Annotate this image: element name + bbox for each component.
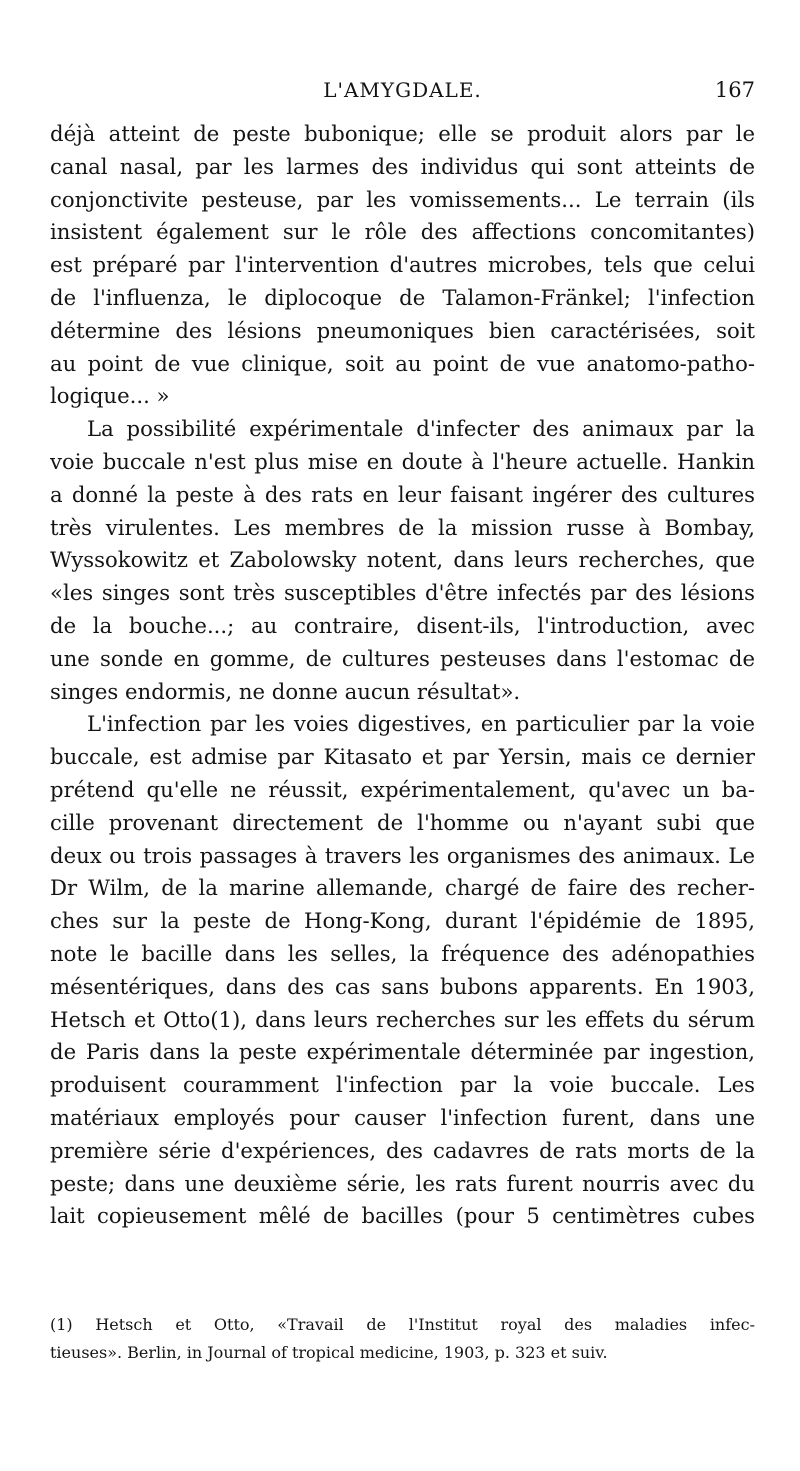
text-line: très virulentes. Les membres de la mission russe à Bombay, (50, 514, 755, 540)
text-line: deux ou trois passages à travers les organismes des animaux. Le (50, 842, 755, 868)
text-line: produisent couramment l'infection par la voie buccale. Les (50, 1072, 755, 1098)
text-line: «les singes sont très susceptibles d'être infectés par des lésions (50, 580, 755, 606)
text-line: singes endormis, ne donne aucun résultat». (50, 678, 521, 704)
text-line: Hetsch et Otto(1), dans leurs recherches sur les effets du sérum (50, 1006, 755, 1032)
text-line: lait copieusement mêlé de bacilles (pour 5 centimètres cubes (50, 1203, 755, 1229)
text-line: déjà atteint de peste bubonique; elle se produit alors par le (50, 121, 755, 146)
text-line: logique... » (50, 383, 170, 409)
text-line: voie buccale n'est plus mise en doute à l'heure actuelle. Hankin (50, 448, 755, 474)
text-line: cille provenant directement de l'homme ou n'ayant subi que (50, 809, 755, 835)
text-line: de Paris dans la peste expérimentale déterminée par ingestion, (50, 1039, 755, 1065)
footnote-line: tieuses». Berlin, in Journal of tropical medicine, 1903, p. 323 et suiv. (50, 1343, 608, 1362)
text-line: une sonde en gomme, de cultures pesteuses dans l'estomac de (50, 645, 755, 671)
footnote (50, 1311, 755, 1367)
text-line: buccale, est admise par Kitasato et par Yersin, mais ce dernier (50, 744, 755, 770)
running-header (50, 78, 755, 118)
text-line: Dr Wilm, de la marine allemande, chargé de faire des recher- (50, 875, 755, 901)
text-line: Wyssokowitz et Zabolowsky notent, dans leurs recherches, que (50, 547, 755, 573)
text-line: insistent également sur le rôle des affections concomitantes) (50, 219, 755, 245)
text-line: a donné la peste à des rats en leur faisant ingérer des cultures (50, 481, 755, 507)
text-line: au point de vue clinique, soit au point de vue anatomo-patho- (50, 350, 755, 376)
text-line: note le bacille dans les selles, la fréquence des adénopathies (50, 940, 755, 966)
footnote-line: (1) Hetsch et Otto, «Travail de l'Institut royal des maladies infec- (50, 1315, 755, 1334)
text-line: conjonctivite pesteuse, par les vomissements... Le terrain (ils (50, 186, 755, 212)
text-line: La possibilité expérimentale d'infecter des animaux par la (87, 416, 755, 442)
text-line: peste; dans une deuxième série, les rats furent nourris avec du (50, 1170, 755, 1196)
text-line: canal nasal, par les larmes des individus qui sont atteints de (50, 153, 755, 179)
text-line: première série d'expériences, des cadavres de rats morts de la (50, 1137, 755, 1163)
text-line: est préparé par l'intervention d'autres microbes, tels que celui (50, 252, 755, 278)
text-line: de l'influenza, le diplocoque de Talamon-Fränkel; l'infection (50, 284, 755, 310)
body-text (50, 118, 755, 1233)
text-line: de la bouche...; au contraire, disent-ils, l'introduction, avec (50, 612, 755, 638)
text-line: L'infection par les voies digestives, en particulier par la voie (87, 711, 755, 737)
text-line: matériaux employés pour causer l'infection furent, dans une (50, 1104, 755, 1130)
text-line: mésentériques, dans des cas sans bubons apparents. En 1903, (50, 973, 755, 999)
text-line: prétend qu'elle ne réussit, expérimentalement, qu'avec un ba- (50, 776, 755, 802)
text-line: détermine des lésions pneumoniques bien caractérisées, soit (50, 317, 755, 343)
page-number: 167 (714, 78, 755, 102)
running-title: L'AMYGDALE. (323, 78, 482, 102)
text-line: ches sur la peste de Hong-Kong, durant l'épidémie de 1895, (50, 908, 755, 934)
